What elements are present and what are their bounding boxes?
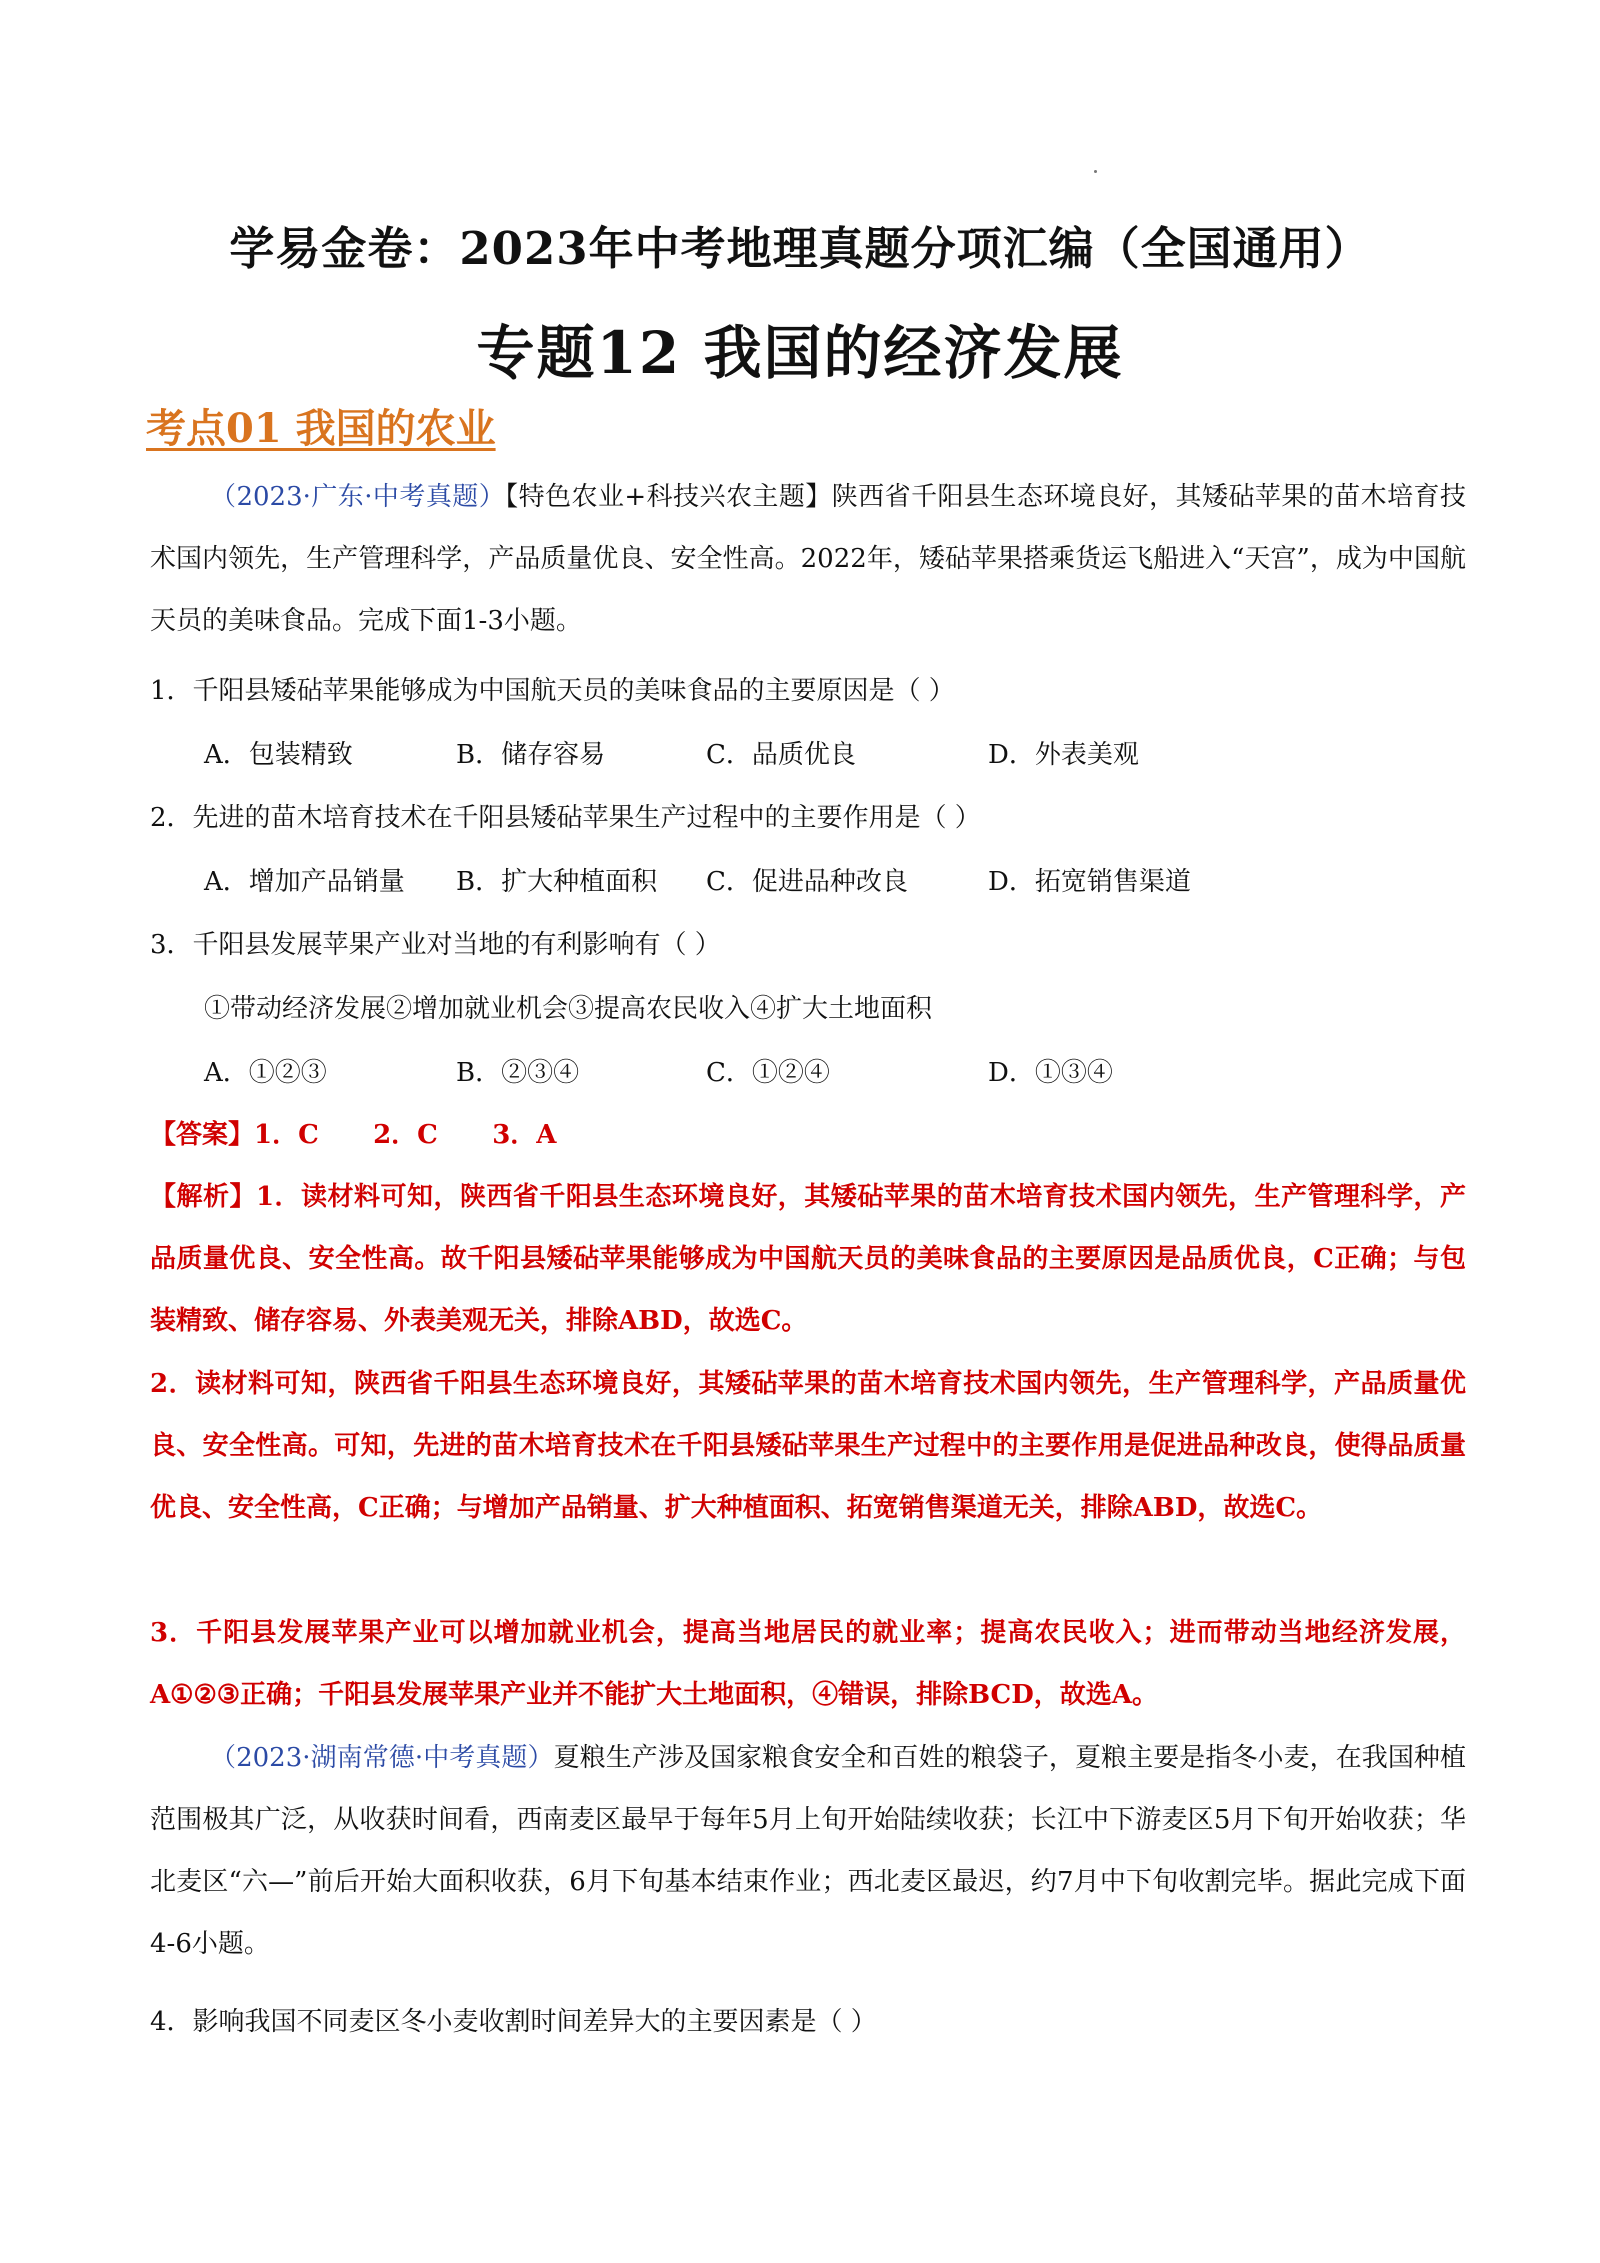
decorative-dot	[1094, 170, 1097, 173]
q3-option-b: B．②③④	[456, 1058, 580, 1088]
q2-option-b: B．扩大种植面积	[456, 867, 658, 897]
answer-line: 【答案】1．C 2．C 3．A	[150, 1120, 557, 1150]
q1-option-a: A．包装精致	[204, 740, 353, 770]
q1-option-b: B．储存容易	[456, 740, 606, 770]
question-2-stem: 2．先进的苗木培育技术在千阳县矮砧苹果生产过程中的主要作用是（ ）	[150, 803, 981, 833]
q2-option-d: D．拓宽销售渠道	[988, 867, 1191, 897]
analysis-3: 3．千阳县发展苹果产业可以增加就业机会，提高当地居民的就业率；提高农民收入；进而带动当地经济发展，A①②③正确；千阳县发展苹果产业并不能扩大土地面积，④错误，排除BCD，故选A。	[150, 1618, 1466, 1710]
q2-option-a: A．增加产品销量	[204, 867, 405, 897]
analysis-1: 【解析】1．读材料可知，陕西省千阳县生态环境良好，其矮砧苹果的苗木培育技术国内领先，生产管理科学，产品质量优良、安全性高。故千阳县矮砧苹果能够成为中国航天员的美味食品的主要原因是品质优良，C正确；与包装精致、储存容易、外表美观无关，排除ABD，故选C。	[150, 1182, 1466, 1336]
q1-option-c: C．品质优良	[706, 740, 856, 770]
q1-option-d: D．外表美观	[988, 740, 1139, 770]
series-title: 学易金卷：2023年中考地理真题分项汇编（全国通用）	[229, 222, 1371, 275]
question-1-stem: 1．千阳县矮砧苹果能够成为中国航天员的美味食品的主要原因是（ ）	[150, 676, 955, 706]
q2-option-c: C．促进品种改良	[706, 867, 908, 897]
material-paragraph-2	[150, 1727, 1466, 1975]
analysis-2: 2．读材料可知，陕西省千阳县生态环境良好，其矮砧苹果的苗木培育技术国内领先，生产管理科学，产品质量优良、安全性高。可知，先进的苗木培育技术在千阳县矮砧苹果生产过程中的主要作用是促进品种改良，使得品质量优良、安全性高，C正确；与增加产品销量、扩大种植面积、拓宽销售渠道无关，排除ABD，故选C。	[150, 1369, 1466, 1523]
source-tag-2: （2023·湖南常德·中考真题）	[210, 1743, 554, 1773]
question-3-statements: ①带动经济发展②增加就业机会③提高农民收入④扩大土地面积	[204, 994, 933, 1024]
source-tag: （2023·广东·中考真题）	[210, 482, 506, 512]
material-paragraph-1	[150, 466, 1466, 652]
section-heading: 考点01 我国的农业	[146, 405, 496, 452]
question-3-stem: 3．千阳县发展苹果产业对当地的有利影响有（ ）	[150, 930, 721, 960]
material-text: 【特色农业+科技兴农主题】陕西省千阳县生态环境良好，其矮砧苹果的苗木培育技术国内领先，生产管理科学，产品质量优良、安全性高。2022年，矮砧苹果搭乘货运飞船进入“天宫”，成为中国航天员的美味食品。完成下面1-3小题。	[150, 482, 1466, 636]
q3-option-d: D．①③④	[988, 1058, 1113, 1088]
q3-option-c: C．①②④	[706, 1058, 830, 1088]
question-4-stem: 4．影响我国不同麦区冬小麦收割时间差异大的主要因素是（ ）	[150, 2007, 877, 2037]
material-text-2: 夏粮生产涉及国家粮食安全和百姓的粮袋子，夏粮主要是指冬小麦，在我国种植范围极其广泛，从收获时间看，西南麦区最早于每年5月上旬开始陆续收获；长江中下游麦区5月下旬开始收获；华北麦区“六—”前后开始大面积收获，6月下旬基本结束作业；西北麦区最迟，约7月中下旬收割完毕。据此完成下面4-6小题。	[150, 1743, 1466, 1959]
q3-option-a: A．①②③	[204, 1058, 327, 1088]
topic-title: 专题12 我国的经济发展	[476, 319, 1124, 387]
